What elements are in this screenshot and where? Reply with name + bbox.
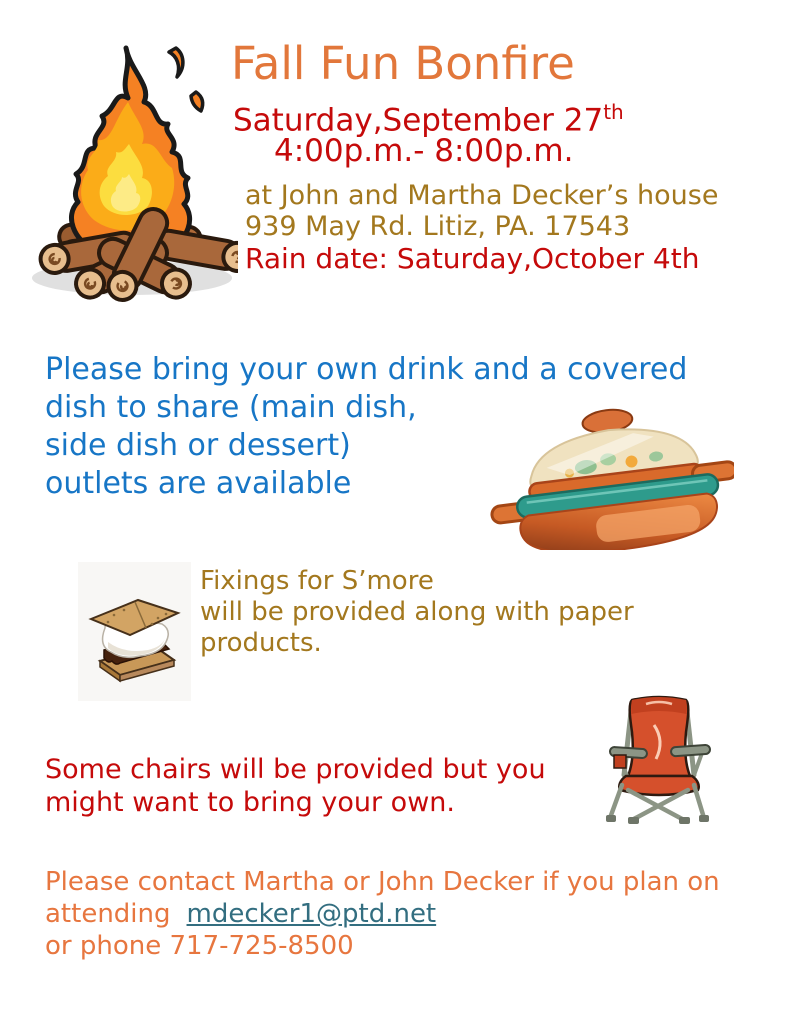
page-title: Fall Fun Bonfire (231, 37, 575, 90)
casserole-svg (490, 400, 734, 550)
chairs-line-1: Some chairs will be provided but you (45, 754, 546, 785)
event-date-text: Saturday,September 27 (233, 102, 604, 139)
covered-dish-icon (490, 400, 734, 554)
chairs-paragraph (45, 753, 546, 819)
contact-line-2 (45, 898, 720, 930)
event-date (233, 94, 624, 138)
campfire-icon (26, 40, 238, 308)
event-time: 4:00p.m.- 8:00p.m. (274, 133, 574, 169)
contact-paragraph (45, 866, 720, 962)
email-link[interactable]: mdecker1@ptd.net (186, 899, 437, 929)
camp-chair-icon (597, 695, 721, 829)
smores-line-2: will be provided along with paper (200, 597, 634, 627)
venue-line-1: at John and Martha Decker’s house (245, 180, 719, 211)
campfire-svg (26, 40, 238, 304)
rain-date: Rain date: Saturday,October 4th (245, 242, 700, 275)
contact-line-1: Please contact Martha or John Decker if you plan on (45, 867, 720, 897)
smores-line-3: products. (200, 628, 322, 658)
bring-line-3: side dish or dessert) (45, 428, 351, 463)
chairs-line-2: might want to bring your own. (45, 787, 455, 818)
smore-card (78, 562, 191, 701)
venue-line-2: 939 May Rd. Litiz, PA. 17543 (245, 211, 631, 242)
contact-line-3: or phone 717-725-8500 (45, 931, 354, 961)
contact-attending-text: attending (45, 899, 171, 929)
smores-paragraph (200, 566, 634, 659)
camp-chair-svg (597, 695, 721, 825)
venue-block (245, 180, 718, 242)
bring-line-2: dish to share (main dish, (45, 390, 417, 425)
smore-icon (78, 562, 191, 701)
event-date-ordinal: th (603, 100, 624, 124)
bring-line-1: Please bring your own drink and a covered (45, 352, 688, 387)
bring-line-4: outlets are available (45, 466, 352, 501)
smores-line-1: Fixings for S’more (200, 566, 434, 596)
